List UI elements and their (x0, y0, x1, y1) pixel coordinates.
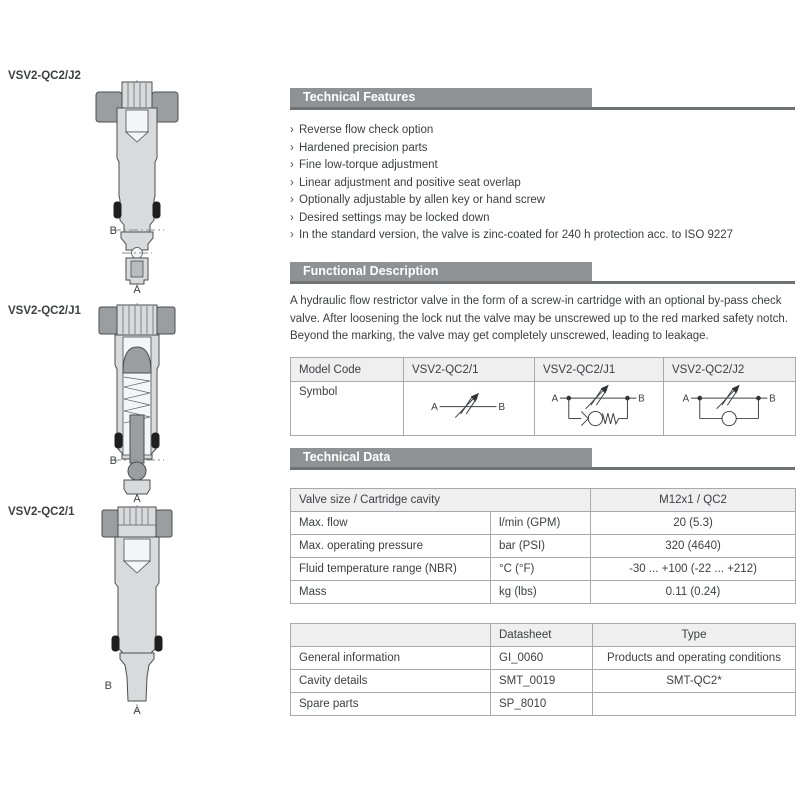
spec-unit: °C (°F) (491, 558, 591, 581)
port-a-label: A (682, 393, 689, 405)
doc-datasheet: SP_8010 (491, 693, 593, 716)
spec-unit: l/min (GPM) (491, 512, 591, 535)
spec-label: Fluid temperature range (NBR) (291, 558, 491, 581)
valve-cross-section-j1 (60, 303, 216, 503)
port-b-label: B (498, 401, 506, 413)
port-a-label: A (551, 393, 559, 405)
spec-label: Max. operating pressure (291, 535, 491, 558)
lock-nut-flat-right (157, 307, 175, 334)
spec-value: 20 (5.3) (591, 512, 796, 535)
section-header-functional-description (290, 262, 795, 284)
spring (603, 413, 619, 424)
hydraulic-symbol-cell (664, 382, 796, 436)
table-row (291, 581, 796, 604)
spec-unit: bar (PSI) (491, 535, 591, 558)
model-header-vsv2-qc2-j1: VSV2-QC2/J1 (535, 358, 664, 382)
drawing-label-j2: VSV2-QC2/J2 (8, 70, 81, 82)
section-title: Technical Data (290, 448, 592, 467)
o-ring-left (115, 433, 122, 448)
section-header-technical-data (290, 448, 795, 470)
doc-header-datasheet: Datasheet (491, 624, 593, 647)
restrictor-with-spring-check-symbol (547, 383, 651, 431)
feature-text: In the standard version, the valve is zinc-coated for 240 h protection acc. to ISO 9227 (299, 229, 734, 241)
restrictor-with-check-symbol (678, 383, 782, 431)
doc-header-empty (291, 624, 491, 647)
check-seat (581, 411, 588, 418)
lock-nut-flat-left (99, 307, 117, 334)
section-header-accent-line (290, 467, 795, 470)
o-ring-left (112, 636, 119, 651)
o-ring-right (155, 636, 162, 651)
related-documents-table (290, 623, 796, 716)
model-code-header-cell: Model Code (291, 358, 404, 382)
port-a-label: A (431, 401, 438, 413)
spec-value: -30 ... +100 (-22 ... +212) (591, 558, 796, 581)
doc-header-type: Type (593, 624, 796, 647)
valve-cross-section-1 (60, 505, 216, 717)
port-a-label: A (133, 284, 141, 295)
check-ball (588, 411, 602, 425)
drawing-label-1: VSV2-QC2/1 (8, 506, 75, 518)
list-item (290, 175, 795, 193)
section-title: Technical Features (290, 88, 592, 107)
table-row (291, 382, 796, 436)
technical-data-table (290, 488, 796, 604)
restrictor-symbol (425, 389, 513, 426)
feature-text: Optionally adjustable by allen key or hand screw (299, 194, 546, 206)
functional-description-text: A hydraulic flow restrictor valve in the form of a screw-in cartridge with an optional by-pass check valve. After loosening the lock nut the valve may be unscrewed up to the red marked safety notch. Beyond the marking, the valve may get completely unscrewed, leading to leakage. (290, 295, 788, 342)
feature-text: Hardened precision parts (299, 141, 428, 154)
feature-text: Fine low-torque adjustment (299, 159, 438, 171)
port-a-label: A (133, 493, 141, 503)
port-b-label: B (638, 393, 645, 405)
table-row (291, 558, 796, 581)
doc-type: Products and operating conditions (593, 647, 796, 670)
symbol-row-label: Symbol (291, 382, 404, 436)
model-code-table (290, 357, 796, 436)
spec-value: 320 (4640) (591, 535, 796, 558)
bullet-icon: › (290, 159, 294, 171)
table-row (291, 670, 796, 693)
valve-cross-section-j2 (60, 80, 216, 295)
check-ball (128, 462, 146, 480)
table-row (291, 489, 796, 512)
doc-label: General information (291, 647, 491, 670)
bullet-icon: › (290, 124, 294, 136)
o-ring-left (114, 202, 121, 218)
doc-label: Cavity details (291, 670, 491, 693)
port-b-label: B (109, 225, 117, 237)
spec-value: 0.11 (0.24) (591, 581, 796, 604)
hydraulic-symbol-cell (404, 382, 535, 436)
model-header-vsv2-qc2-1: VSV2-QC2/1 (404, 358, 535, 382)
table-row (291, 624, 796, 647)
lock-nut-flat-right (156, 510, 172, 537)
section-header-technical-features (290, 88, 795, 110)
drawing-label-j1: VSV2-QC2/J1 (8, 305, 81, 317)
check-ball (722, 411, 736, 425)
list-item (290, 210, 795, 228)
list-item (290, 122, 795, 140)
port-b-label: B (768, 393, 776, 405)
bullet-icon: › (290, 229, 294, 241)
feature-text: Linear adjustment and positive seat overlap (299, 176, 521, 189)
spec-label: Valve size / Cartridge cavity (291, 489, 591, 512)
bullet-icon: › (290, 176, 294, 189)
feature-text: Reverse flow check option (299, 124, 434, 136)
section-header-accent-line (290, 281, 795, 284)
bullet-icon: › (290, 141, 294, 154)
bullet-icon: › (290, 211, 294, 224)
doc-type: SMT-QC2* (593, 670, 796, 693)
spec-label: Max. flow (291, 512, 491, 535)
list-item (290, 140, 795, 158)
list-item (290, 157, 795, 175)
list-item (290, 227, 795, 245)
doc-datasheet: SMT_0019 (491, 670, 593, 693)
port-a-label: A (133, 705, 141, 717)
model-header-vsv2-qc2-j2: VSV2-QC2/J2 (664, 358, 796, 382)
table-row (291, 535, 796, 558)
list-item (290, 192, 795, 210)
spec-value: M12x1 / QC2 (591, 489, 796, 512)
port-b-label: B (109, 455, 117, 467)
table-row (291, 693, 796, 716)
table-row (291, 647, 796, 670)
doc-type (593, 693, 796, 716)
technical-features-list (290, 122, 795, 245)
spec-unit: kg (lbs) (491, 581, 591, 604)
hydraulic-symbol-cell (535, 382, 664, 436)
o-ring-right (152, 433, 159, 448)
lock-nut-flat-left (102, 510, 118, 537)
doc-datasheet: GI_0060 (491, 647, 593, 670)
doc-label: Spare parts (291, 693, 491, 716)
table-row (291, 512, 796, 535)
section-header-accent-line (290, 107, 795, 110)
table-row (291, 358, 796, 382)
spec-label: Mass (291, 581, 491, 604)
feature-text: Desired settings may be locked down (299, 211, 490, 224)
check-seat (581, 419, 588, 426)
section-title: Functional Description (290, 262, 592, 281)
bullet-icon: › (290, 194, 294, 206)
port-b-label: B (104, 680, 112, 692)
o-ring-right (153, 202, 160, 218)
